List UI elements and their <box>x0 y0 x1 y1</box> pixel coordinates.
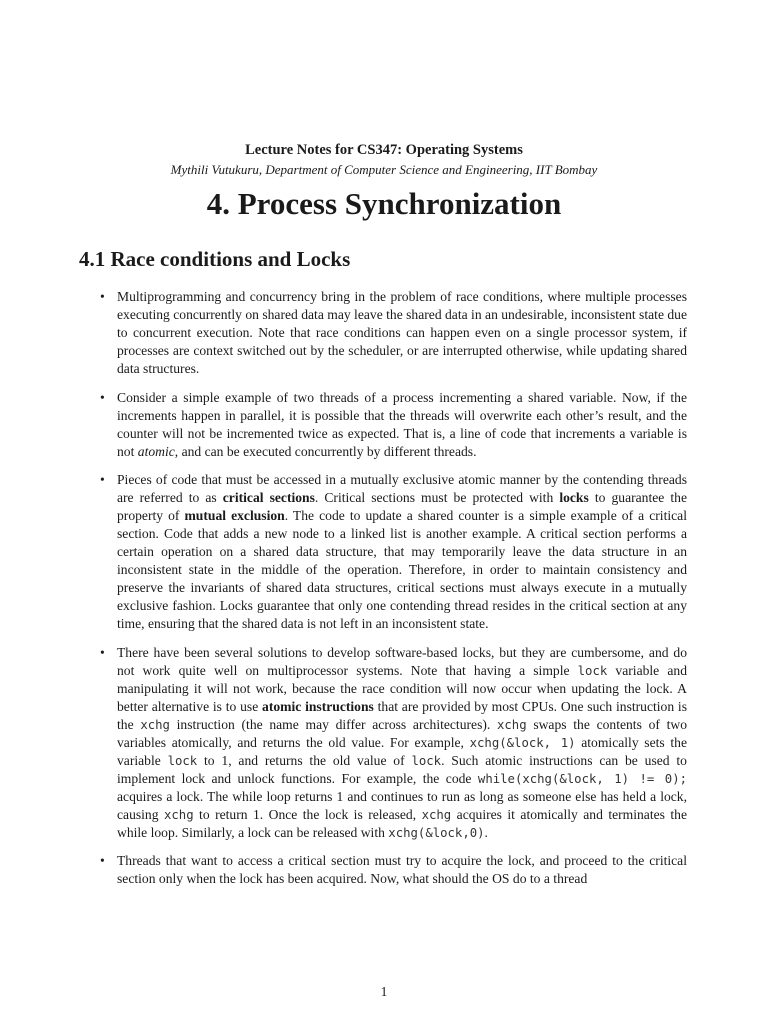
term-critical-sections: critical sections <box>222 490 315 505</box>
code-lock: lock <box>167 753 198 768</box>
code-xchg: xchg <box>421 807 452 822</box>
bullet-list <box>100 288 687 899</box>
bullet-shared-variable-example <box>100 389 687 461</box>
bullet-text: . The code to update a shared counter is a simple example of a critical section. Code that adds a new node to a linked list is another example. A critical section performs a certain operation on a shared data structure, that may temporarily leave the data structure in an inconsistent state in the middle of the operation. Therefore, in order to maintain consistency and preserve the invariants of shared data structures, critical sections must always execute in a mutually exclusive fashion. Locks guarantee that only one contending thread resides in the critical section at any time, ensuring that the shared data is not left in an inconsistent state. <box>117 508 687 631</box>
course-title: Lecture Notes for CS347: Operating Systems <box>245 142 523 158</box>
bullet-text: Multiprogramming and concurrency bring in the problem of race conditions, where multiple processes executing concurrently on shared data may leave the shared data in an undesirable, inconsistent state due to concurrent execution. Note that race conditions can happen even on a single processor system, if processes are context switched out by the scheduler, or are interrupted otherwise, while updating shared data structures. <box>117 289 687 376</box>
term-mutual-exclusion: mutual exclusion <box>184 508 285 523</box>
code-xchg: xchg <box>163 807 194 822</box>
bullet-text: acquires it atomically and terminates the while loop. Similarly, a lock can be released with <box>117 806 687 840</box>
emphasis-atomic: atomic <box>137 443 175 459</box>
term-locks: locks <box>559 490 589 505</box>
bullet-text: Pieces of code that must be accessed in a mutually exclusive atomic manner by the contending threads are referred to as <box>117 472 687 505</box>
bullet-text: to guarantee the property of <box>117 490 687 523</box>
bullet-text: to 1, and returns the old value of <box>197 752 412 768</box>
bullet-atomic-instructions <box>100 644 687 842</box>
bullet-text: , and can be executed concurrently by different threads. <box>174 443 477 459</box>
bullet-text: to return 1. Once the lock is released, <box>193 806 422 822</box>
bullet-race-conditions <box>100 288 687 378</box>
author-line: Mythili Vutukuru, Department of Computer Science and Engineering, IIT Bombay <box>170 162 598 177</box>
code-xchg: xchg <box>497 717 527 732</box>
bullet-text: . Critical sections must be protected with <box>314 490 560 505</box>
code-lock: lock <box>577 663 608 678</box>
chapter-title: 4. Process Synchronization <box>206 186 562 221</box>
bullet-text: variable and manipulating it will not work, because the race condition will now occur when updating the lock. A better alternative is to use <box>117 662 687 714</box>
bullet-text: . <box>484 824 488 840</box>
bullet-text: Threads that want to access a critical section must try to acquire the lock, and proceed to the critical section only when the lock has been acquired. Now, what should the OS do to a thread <box>117 853 687 886</box>
term-atomic-instructions: atomic instructions <box>262 698 374 714</box>
bullet-text: . Such atomic instructions can be used to implement lock and unlock functions. For example, the code <box>117 752 687 786</box>
bullet-text: instruction (the name may differ across architectures). <box>169 716 497 732</box>
code-lock: lock <box>411 753 442 768</box>
code-xchg: xchg <box>140 717 170 732</box>
page-number: 1 <box>380 984 388 999</box>
code-while-xchg: while(xchg(&lock, 1) != 0); <box>477 771 688 786</box>
bullet-text: atomically sets the variable <box>117 734 687 768</box>
bullet-critical-sections <box>100 471 687 633</box>
code-xchg-lock-1: xchg(&lock, 1) <box>469 735 576 750</box>
bullet-text: acquires a lock. The while loop returns 1 and continues to run as long as someone else has held a lock, causing <box>117 788 687 822</box>
bullet-text: that are provided by most CPUs. One such instruction is the <box>117 698 687 732</box>
bullet-text: swaps the contents of two variables atomically, and returns the old value. For example, <box>117 716 688 750</box>
bullet-text: There have been several solutions to develop software-based locks, but they are cumbersome, and do not work quite well on multiprocessor systems. Note that having a simple <box>117 644 687 678</box>
bullet-text: Consider a simple example of two threads of a process incrementing a shared variable. Now, if the increments happen in parallel, it is possible that the threads will overwrite each other’s result, and the counter will not be incremented twice as expected. That is, a line of code that increments a variable is not <box>117 389 687 459</box>
section-title: 4.1 Race conditions and Locks <box>79 247 351 271</box>
code-xchg-lock-0: xchg(&lock,0) <box>388 825 485 840</box>
bullet-acquire-lock <box>100 852 687 888</box>
